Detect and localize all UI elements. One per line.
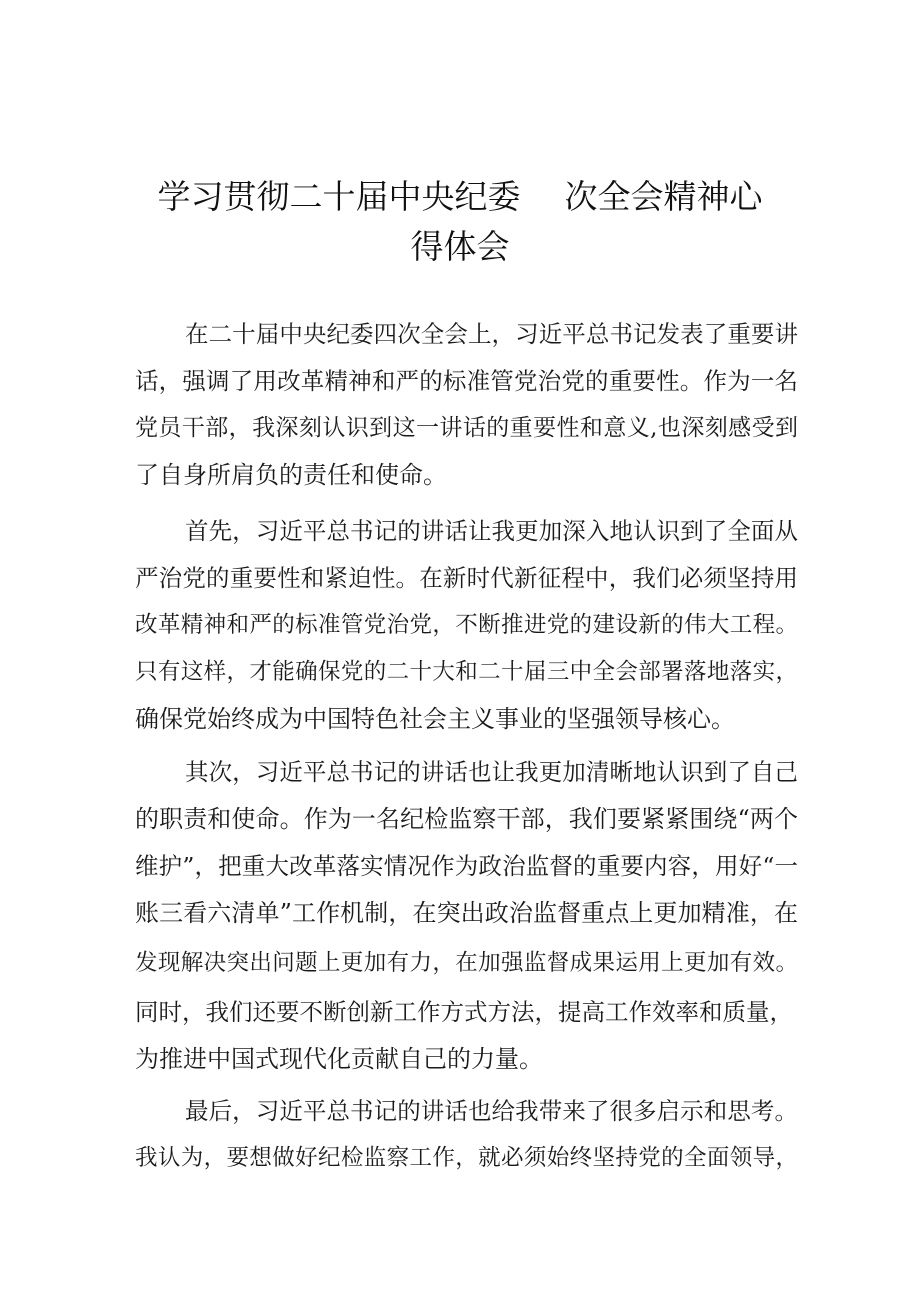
paragraph-1-line-3: 党员干部，我深刻认识到这一讲话的重要性和意义,也深刻感受到 [135, 415, 798, 441]
paragraph-3-line-6: 同时，我们还要不断创新工作方式方法，提高工作效率和质量， [135, 998, 793, 1026]
title-part-1: 学习贯彻二十届中央纪委 [157, 177, 521, 216]
paragraph-3-line-1: 其次，习近平总书记的讲话也让我更加清晰地认识到了自己 [185, 758, 798, 786]
document-title-line-2: 得体会 [410, 227, 510, 266]
document-title-line-1 [100, 175, 820, 219]
paragraph-3-line-7: 为推进中国式现代化贡献自己的力量。 [135, 1045, 543, 1073]
paragraph-2-line-2: 严治党的重要性和紧迫性。在新时代新征程中，我们必须坚持用 [135, 564, 798, 592]
paragraph-2-line-5: 确保党始终成为中国特色社会主义事业的坚强领导核心。 [135, 705, 735, 733]
paragraph-2-line-3: 改革精神和严的标准管党治党，不断推进党的建设新的伟大工程。 [135, 612, 798, 638]
paragraph-3-line-5: 发现解决突出问题上更加有力，在加强监督成果运用上更加有效。 [135, 950, 798, 976]
title-part-2: 次全会精神心 [564, 177, 763, 216]
paragraph-3-line-3: 维护”，把重大改革落实情况作为政治监督的重要内容，用好“一 [135, 852, 798, 880]
paragraph-3-line-2: 的职责和使命。作为一名纪检监察干部，我们要紧紧围绕“两个 [135, 805, 798, 833]
paragraph-1-line-2: 话，强调了用改革精神和严的标准管党治党的重要性。作为一名 [135, 367, 798, 395]
paragraph-4-line-2: 我认为，要想做好纪检监察工作，就必须始终坚持党的全面领导， [135, 1145, 798, 1171]
paragraph-1-line-4: 了自身所肩负的责任和使命。 [135, 461, 447, 489]
paragraph-2-line-4: 只有这样，才能确保党的二十大和二十届三中全会部署落地落实， [135, 659, 798, 685]
paragraph-3-line-4: 账三看六清单”工作机制，在突出政治监督重点上更加精准，在 [135, 899, 798, 927]
paragraph-2-line-1: 首先，习近平总书记的讲话让我更加深入地认识到了全面从 [185, 517, 798, 545]
paragraph-1-line-1: 在二十届中央纪委四次全会上，习近平总书记发表了重要讲 [185, 320, 798, 348]
paragraph-4-line-1: 最后，习近平总书记的讲话也给我带来了很多启示和思考。 [185, 1097, 798, 1125]
